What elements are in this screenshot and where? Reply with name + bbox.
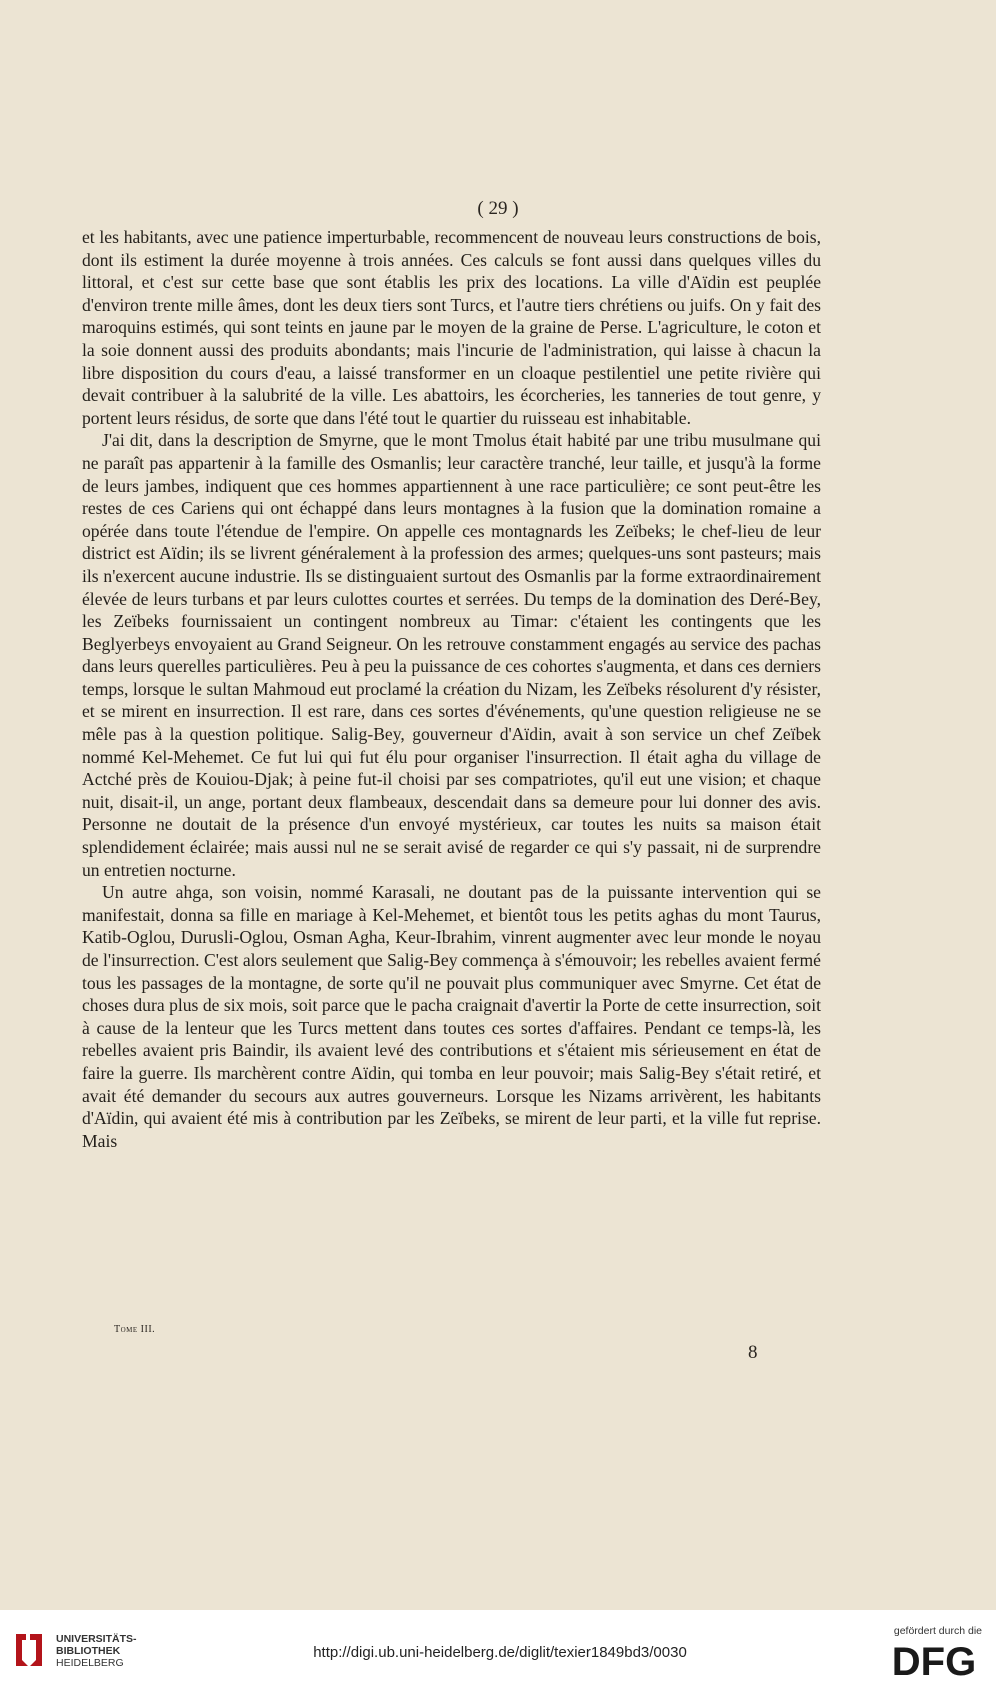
page-number: ( 29 ) — [477, 198, 519, 219]
permalink-url[interactable]: http://digi.ub.uni-heidelberg.de/diglit/texier1849bd3/0030 — [313, 1644, 687, 1661]
body-text — [82, 226, 821, 1152]
library-name-line: BIBLIOTHEK — [56, 1645, 121, 1657]
volume-label: Tome III. — [114, 1324, 156, 1335]
ub-heidelberg-logo-icon — [12, 1630, 46, 1670]
signature-mark: 8 — [748, 1342, 758, 1363]
library-name — [56, 1633, 137, 1669]
library-name-line: UNIVERSITÄTS- — [56, 1633, 137, 1645]
library-name-line: HEIDELBERG — [56, 1657, 124, 1669]
paragraph-3: Un autre ahga, son voisin, nommé Karasali, ne doutant pas de la puissante intervention qui se manifestait, donna sa fille en mariage à Kel-Mehemet, et bientôt tous les petits aghas du mont Taurus, Katib-Oglou, Durusli-Oglou, Osman Agha, Keur-Ibrahim, vinrent augmenter avec leur monde le noyau de l'insurrection. C'est alors seulement que Salig-Bey commença à s'émouvoir; les rebelles avaient fermé tous les passages de la montagne, de sorte qu'il ne pouvait plus communiquer avec Smyrne. Cet état de choses dura plus de six mois, soit parce que le pacha craignait d'avertir la Porte de cette insurrection, soit à cause de la lenteur que les Turcs mettent dans toutes ces sortes d'affaires. Pendant ce temps-là, les rebelles avaient pris Baindir, ils avaient levé des contributions et s'étaient mis sérieusement en état de faire la guerre. Ils marchèrent contre Aïdin, qui tomba en leur pouvoir; mais Salig-Bey s'était retiré, et avait été demander du secours aux autres gouverneurs. Lorsque les Nizams arrivèrent, les habitants d'Aïdin, qui avaient été mis à contribution par les Zeïbeks, se mirent de leur parti, et la ville fut reprise. Mais — [82, 882, 821, 1151]
paragraph-2: J'ai dit, dans la description de Smyrne, que le mont Tmolus était habité par une tribu musulmane qui ne paraît pas appartenir à la famille des Osmanlis; leur caractère tranché, leur taille, et jusqu'à la forme de leurs jambes, indiquent que ces hommes appartiennent à une race particulière; ce sont peut-être les restes de ces Cariens qui ont échappé dans leurs montagnes à la fusion que la domination romaine a opérée dans toute l'étendue de l'empire. On appelle ces montagnards les Zeïbeks; le chef-lieu de leur district est Aïdin; ils se livrent généralement à la profession des armes; quelques-uns sont pasteurs; mais ils n'exercent aucune industrie. Ils se distinguaient surtout des Osmanlis par la forme extraordinairement élevée de leurs turbans et par leurs culottes courtes et serrées. Du temps de la domination des Deré-Bey, les Zeïbeks fournissaient un contingent nombreux au Timar: c'étaient les contingents que les Beglyerbeys envoyaient au Grand Seigneur. On les retrouve constamment engagés au service des pachas dans leurs querelles particulières. Peu à peu la puissance de ces cohortes s'augmenta, et dans ces derniers temps, lorsque le sultan Mahmoud eut proclamé la création du Nizam, les Zeïbeks résolurent d'y résister, et se mirent en insurrection. Il est rare, dans ces sortes d'événements, qu'une question religieuse ne se mêle pas à la question politique. Salig-Bey, gouverneur d'Aïdin, avait à son service un chef Zeïbek nommé Kel-Mehemet. Ce fut lui qui fut élu pour organiser l'insurrection. Il était agha du village de Actché près de Kouiou-Djak; à peine fut-il choisi par ses compatriotes, qu'il eut une vision; et chaque nuit, disait-il, un ange, portant deux flambeaux, descendait dans sa demeure pour lui donner des avis. Personne ne doutait de la présence d'un envoyé mystérieux, car toutes les nuits sa maison était splendidement éclairée; mais aussi nul ne se serait avisé de regarder ce qui s'y passait, ni de surprendre un entretien nocturne. — [82, 430, 821, 880]
digitization-footer — [0, 1610, 996, 1689]
dfg-logo-icon — [886, 1639, 982, 1681]
paragraph-1: et les habitants, avec une patience imperturbable, recommencent de nouveau leurs constructions de bois, dont ils estiment la durée moyenne à trois années. Ces calculs se font aussi dans quelques villes du littoral, et c'est sur cette base que sont établis les prix des locations. La ville d'Aïdin est peuplée d'environ trente mille âmes, dont les deux tiers sont Turcs, et l'autre tiers chrétiens ou juifs. On y fait des maroquins estimés, qui sont teints en jaune par le moyen de la graine de Perse. L'agriculture, le coton et la soie donnent aussi des produits abondants; mais l'incurie de l'administration, qui laisse à chacun la libre disposition du cours d'eau, a laissé transformer en un cloaque pestilentiel une petite rivière qui devait contribuer à la salubrité de la ville. Les abattoirs, les écorcheries, les tanneries de tout genre, y portent leurs résidus, de sorte que dans l'été tout le quartier du ruisseau est inhabitable. — [82, 227, 821, 428]
funder-note: gefördert durch die — [893, 1625, 982, 1637]
dfg-logo-text: DFG — [891, 1640, 977, 1681]
